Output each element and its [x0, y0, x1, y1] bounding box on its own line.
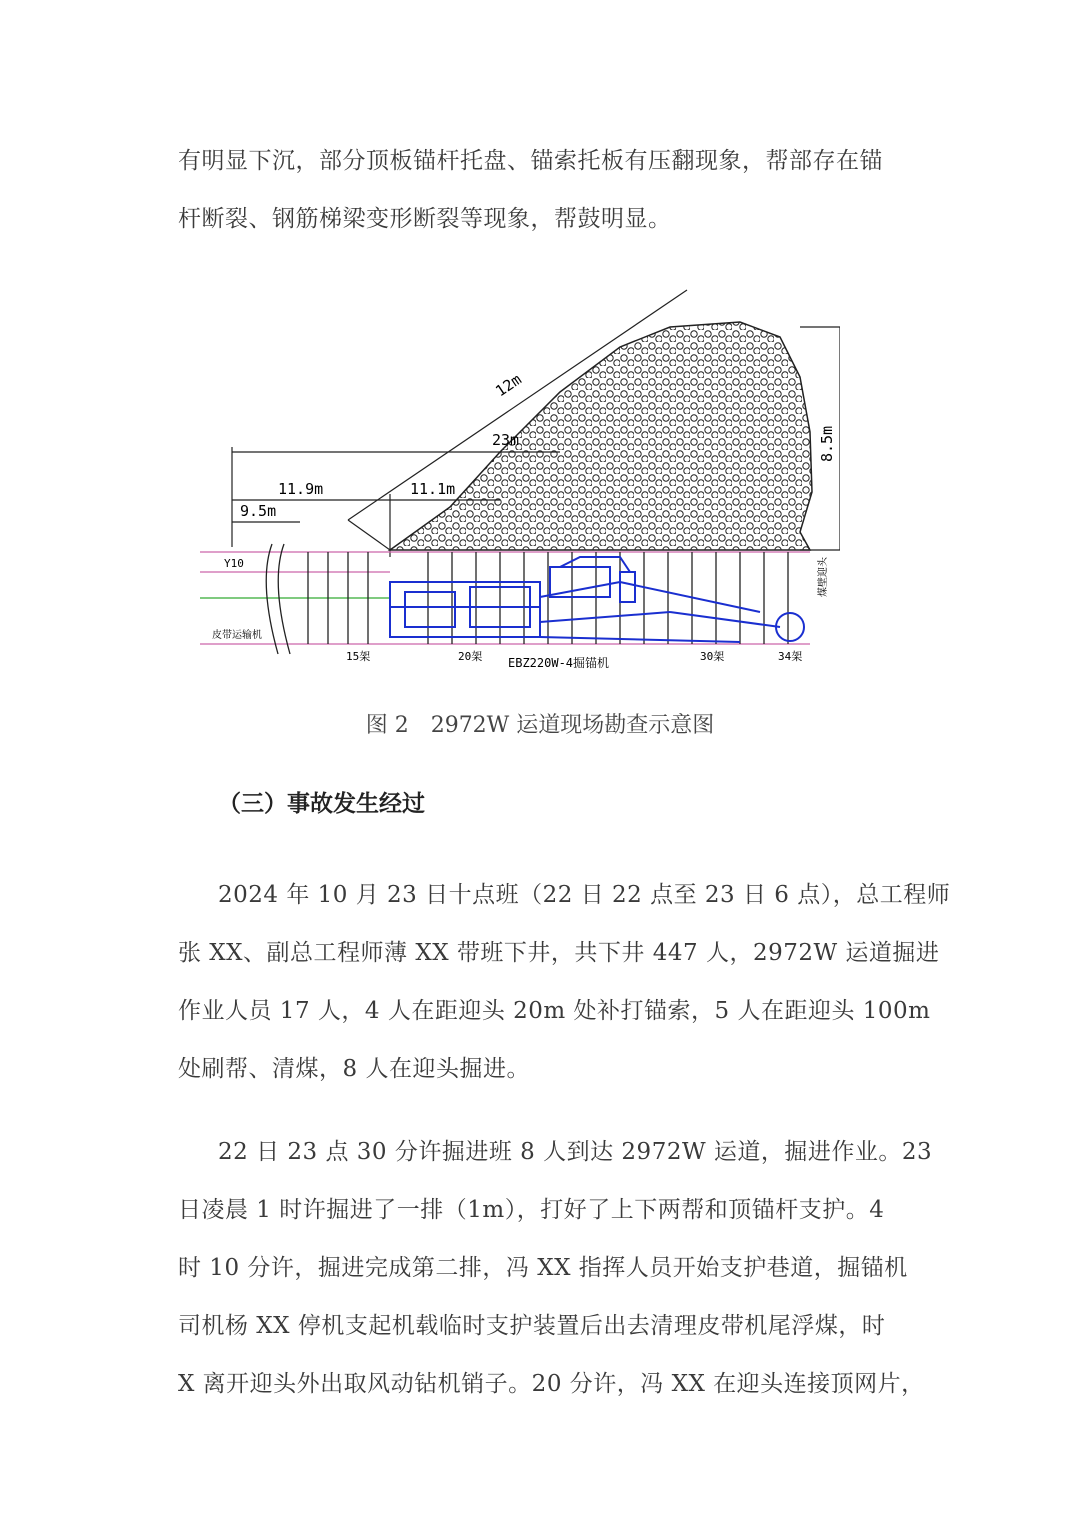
- paragraph-2: [178, 866, 951, 1098]
- dimension-9-5m: 9.5m: [240, 502, 277, 520]
- paragraph-line: 22 日 23 点 30 分许掘进班 8 人到达 2972W 运道，掘进作业。23: [218, 1139, 933, 1165]
- label-machine: EBZ220W-4掘锚机: [508, 656, 610, 670]
- paragraph-line: 杆断裂、钢筋梯梁变形断裂等现象，帮鼓明显。: [178, 206, 672, 232]
- paragraph-line: 日凌晨 1 时许掘进了一排（1m），打好了上下两帮和顶锚杆支护。4: [178, 1197, 885, 1223]
- tunnel-survey-diagram: [200, 282, 840, 677]
- paragraph-line: 司机杨 XX 停机支起机载临时支护装置后出去清理皮带机尾浮煤，时: [178, 1313, 886, 1339]
- paragraph-3: [178, 1123, 933, 1413]
- label-frame-34: 34架: [778, 650, 803, 663]
- paragraph-line: 有明显下沉，部分顶板锚杆托盘、锚索托板有压翻现象，帮部存在锚: [178, 148, 883, 174]
- dimension-23m: 23m: [492, 431, 520, 449]
- paragraph-line: 作业人员 17 人，4 人在距迎头 20m 处补打锚索，5 人在距迎头 100m: [178, 998, 931, 1024]
- paragraph-1: [178, 132, 908, 248]
- paragraph-line: 时 10 分许，掘进完成第二排，冯 XX 指挥人员开始支护巷道，掘锚机: [178, 1255, 908, 1281]
- label-coal-face: 煤壁迎头: [818, 557, 829, 597]
- label-frame-15: 15架: [346, 650, 371, 663]
- collapse-rubble: [390, 322, 812, 550]
- paragraph-line: 2024 年 10 月 23 日十点班（22 日 22 点至 23 日 6 点），总工程师: [218, 882, 951, 908]
- paragraph-line: 处刷帮、清煤，8 人在迎头掘进。: [178, 1056, 530, 1082]
- label-frame-20: 20架: [458, 650, 483, 663]
- paragraph-line: 张 XX、副总工程师薄 XX 带班下井，共下井 447 人，2972W 运道掘进: [178, 940, 940, 966]
- section-heading: （三）事故发生经过: [218, 790, 425, 817]
- paragraph-line: X 离开迎头外出取风动钻机销子。20 分许，冯 XX 在迎头连接顶网片，: [178, 1371, 925, 1397]
- figure-caption: 图 2 2972W 运道现场勘查示意图: [365, 713, 715, 738]
- label-frame-30: 30架: [700, 650, 725, 663]
- label-belt-conveyor: 皮带运输机: [212, 630, 262, 641]
- label-y10: Y10: [224, 557, 244, 570]
- dimension-11-9m: 11.9m: [278, 480, 324, 498]
- dimension-12m: 12m: [492, 370, 525, 401]
- dimension-8-5m: 8.5m: [818, 425, 836, 462]
- dimension-11-1m: 11.1m: [410, 480, 456, 498]
